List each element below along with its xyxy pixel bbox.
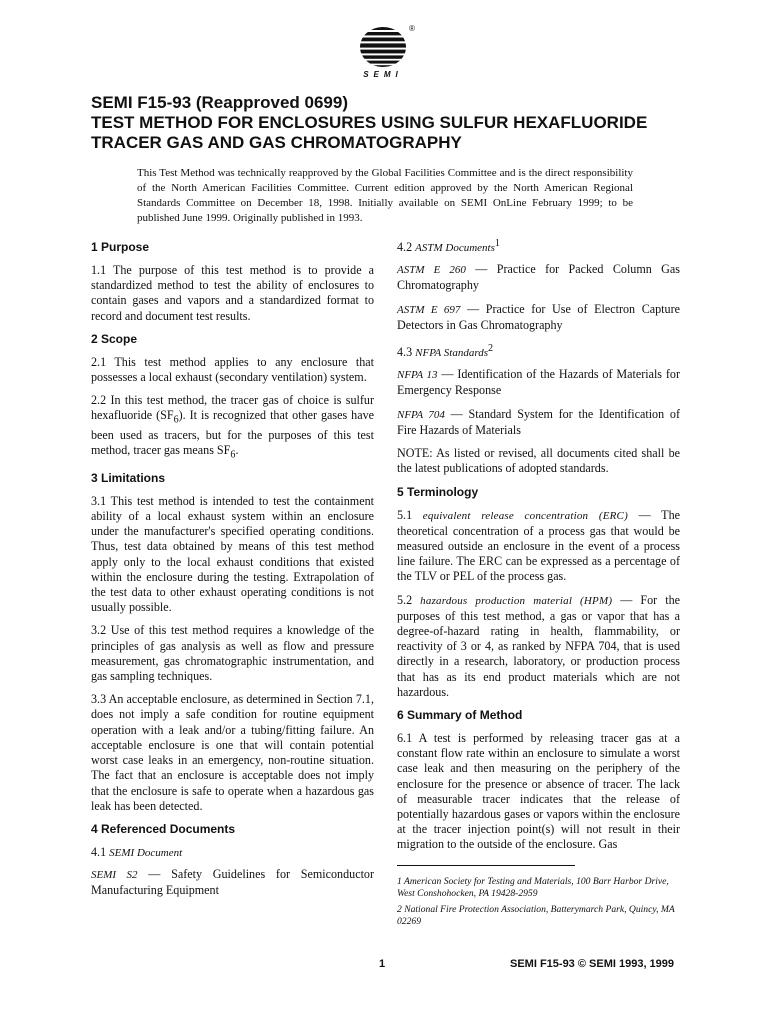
footnote-ref-2: 2 <box>488 343 494 355</box>
terminology-5-2: 5.2 hazardous production material (HPM) — For the purposes of this test method, a gas or vapor that has a degree-of-hazard rating in health, flammability, or reactivity of 3 or 4, as ranked by NFPA 704, that is used directly in a research, laboratory, or production process that has as its end product materials which are not hazardous. <box>397 592 680 699</box>
purpose-heading: 1 Purpose <box>91 240 150 254</box>
reference-astm-e697: ASTM E 697 — Practice for Use of Electron Capture Detectors in Gas Chromatography <box>397 301 680 332</box>
reference-nfpa-13: NFPA 13 — Identification of the Hazards of Materials for Emergency Response <box>397 367 680 398</box>
right-column <box>397 236 680 932</box>
scope-paragraph-2-2: 2.2 In this test method, the tracer gas of choice is sulfur hexafluoride $(SF_6)$. It is recognized that other gases have been used as tracers, but for the purposes of this test method, tracer gas means $SF_6$. <box>91 393 374 461</box>
scope-heading: 2 Scope <box>91 331 138 346</box>
subscript-6: 6 <box>230 449 236 461</box>
footer-copyright: SEMI F15-93 © SEMI 1993, 1999 <box>510 958 675 970</box>
limitations-paragraph-3-3: 3.3 An acceptable enclosure, as determined in Section 7.1, does not imply a safe condition for routine equipment operation with a leak and/or a tubing/fitting failure. An acceptable enclosure is one that will contain potential worst case leaks in an emergency, non-routine situation. The fact that an enclosure is acceptable does not imply that the enclosure is safe to operate when a hazardous gas leak has been detected. <box>91 692 374 813</box>
subsection-4-2: 4.2 ASTM Documents$^1$ <box>397 238 500 255</box>
page-number: 1 <box>379 958 386 970</box>
registered-mark: ® <box>409 24 415 33</box>
references-note: NOTE: As listed or revised, all documents cited shall be the latest publications of adopted standards. <box>397 446 680 476</box>
reference-semi-s2: SEMI S2 — Safety Guidelines for Semiconductor Manufacturing Equipment <box>91 867 374 898</box>
summary-heading: 6 Summary of Method <box>397 707 523 722</box>
terminology-heading: 5 Terminology <box>397 484 479 499</box>
reference-astm-e260: ASTM E 260 — Practice for Packed Column Gas Chromatography <box>397 262 680 293</box>
reference-nfpa-704: NFPA 704 — Standard System for the Identification of Fire Hazards of Materials <box>397 406 680 437</box>
subscript-6: 6 <box>173 414 179 426</box>
document-title-line-2: TRACER GAS AND GAS CHROMATOGRAPHY <box>91 133 462 152</box>
limitations-paragraph-3-1: 3.1 This test method is intended to test the containment ability of a local exhaust system within an enclosure under the manufacturer's specified operating conditions. Thus, test data obtained by means of this test method apply only to the local exhaust conditions that existed within the enclosure during the testing. Extrapolation of the test data to other exhaust operating conditions is not usually possible. <box>91 493 374 615</box>
purpose-paragraph-1-1: 1.1 The purpose of this test method is to provide a standardized method to test the ability of enclosures to contain gases and vapors and a standardized format to record and document test results. <box>91 263 374 323</box>
footnote-ref-1: 1 <box>494 238 500 249</box>
standard-designation: SEMI F15-93 (Reapproved 0699) <box>91 93 348 112</box>
scope-paragraph-2-1: 2.1 This test method applies to any enclosure that possesses a local exhaust (secondary ventilation) system. <box>91 354 374 385</box>
footnote-2: 2 National Fire Protection Association, Batterymarch Park, Quincy, MA 02269 <box>397 903 675 927</box>
subsection-4-3: 4.3 NFPA Standards$^2$ <box>397 343 494 360</box>
subsection-4-1: 4.1 SEMI Document <box>91 844 183 859</box>
footnote-divider <box>397 865 575 866</box>
terminology-5-1: 5.1 equivalent release concentration (ERC) — The theoretical concentration of a process gas that would be measured outside an enclosure in the event of a process line failure. The ERC can be expressed as a percentage of the TLV or PEL of the process gas. <box>397 507 680 584</box>
footnote-1: 1 American Society for Testing and Materials, 100 Barr Harbor Drive, West Conshohocken, PA 19428-2959 <box>397 875 669 899</box>
left-column <box>91 236 374 907</box>
limitations-paragraph-3-2: 3.2 Use of this test method requires a knowledge of the principles of gas analysis as well as flow and pressure measurement, gas chromatographic instrumentation, and gas sampling techniques. <box>91 623 374 684</box>
document-header <box>91 93 691 153</box>
summary-paragraph-6-1: 6.1 A test is performed by releasing tracer gas at a constant flow rate within an enclosure to simulate a worst case leak and then measuring on the periphery of the enclosure for the presence or absence of tracer. The lack of measurable tracer indicates that the release of potentially hazardous gases or vapors within the enclosure at the tracer injection point(s) will not result in their migration to the outside of the enclosure. Gas <box>397 730 680 852</box>
semi-globe-icon <box>359 26 407 68</box>
semi-logo <box>352 26 414 82</box>
limitations-heading: 3 Limitations <box>91 470 166 485</box>
referenced-documents-heading: 4 Referenced Documents <box>91 821 236 836</box>
document-title-line-1: TEST METHOD FOR ENCLOSURES USING SULFUR HEXAFLUORIDE <box>91 113 648 132</box>
approval-statement: This Test Method was technically reapproved by the Global Facilities Committee and is the direct responsibility of the North American Facilities Committee. Current edition approved by the North American Regional Standards Committee on December 18, 1998. Initially available on SEMI OnLine February 1999; to be published June 1999. Originally published in 1993. <box>137 167 633 224</box>
semi-wordmark: SEMI <box>363 70 403 79</box>
